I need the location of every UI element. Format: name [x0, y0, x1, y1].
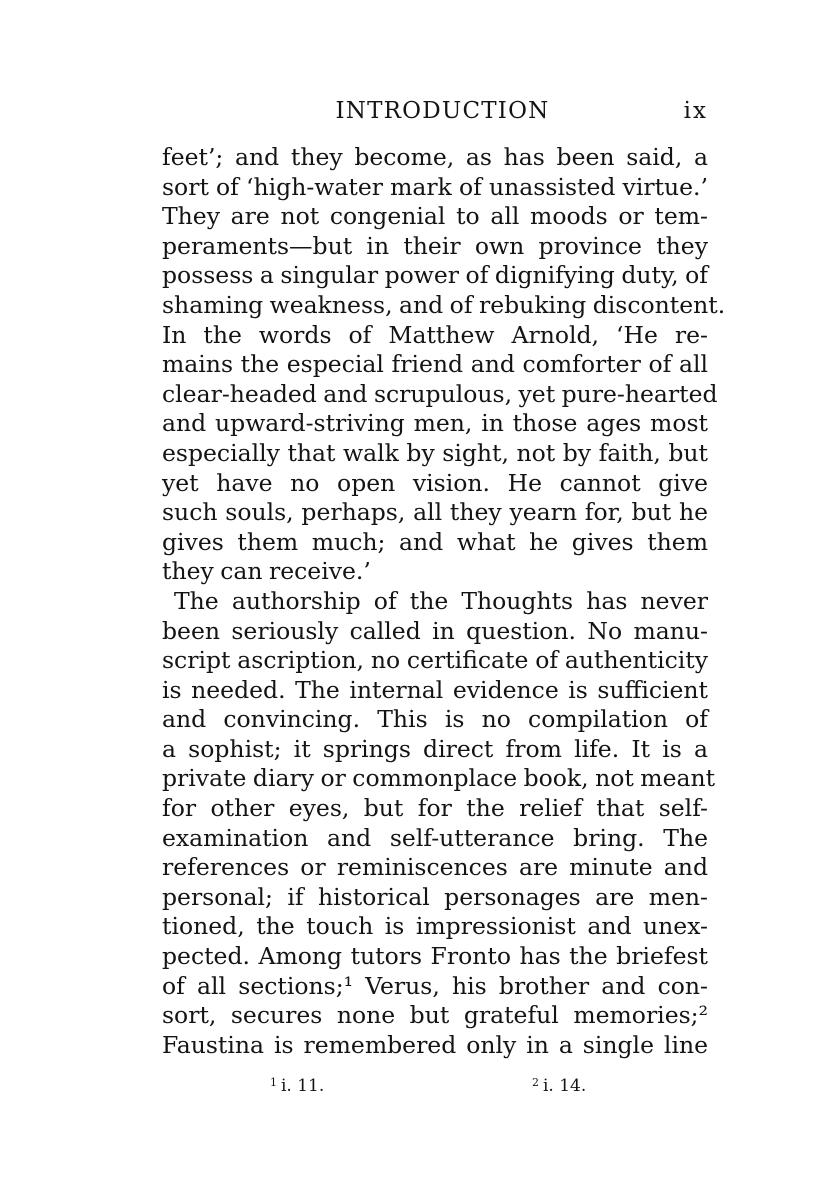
text-line: shaming weakness, and of rebuking discontent. [162, 290, 726, 319]
body-text [162, 143, 726, 1060]
text-line: mains the especial friend and comforter of all [162, 350, 708, 379]
paragraph-start-line: The authorship of the Thoughts has never [174, 586, 708, 615]
footnote-marker: 1 [270, 1076, 277, 1089]
text-line: a sophist; it springs direct from life. It is a [162, 734, 708, 763]
text-line: yet have no open vision. He cannot give [162, 468, 708, 497]
text-line: pected. Among tutors Fronto has the briefest [162, 942, 708, 971]
text-line: In the words of Matthew Arnold, ‘He re- [162, 320, 708, 349]
footnote-2 [532, 1069, 586, 1100]
text-line: they can receive.’ [162, 557, 371, 586]
footnote-text: i. 11. [281, 1076, 325, 1096]
text-line: script ascription, no certificate of authenticity [162, 646, 708, 675]
text-line: sort of ‘high-water mark of unassisted virtue.’ [162, 172, 708, 201]
text-line: clear-headed and scrupulous, yet pure-hearted [162, 379, 718, 408]
text-line: references or reminiscences are minute and [162, 853, 708, 882]
text-line: especially that walk by sight, not by faith, but [162, 438, 708, 467]
text-line: private diary or commonplace book, not meant [162, 764, 716, 793]
text-line: possess a singular power of dignifying duty, of [162, 261, 708, 290]
running-head [163, 94, 708, 128]
page-number: ix [683, 98, 708, 124]
text-line: feet’; and they become, as has been said, a [162, 143, 708, 171]
footnote-text: i. 14. [543, 1076, 587, 1096]
text-line: been seriously called in question. No manu- [162, 616, 708, 645]
text-line: and upward-striving men, in those ages most [162, 409, 708, 438]
text-line: They are not congenial to all moods or tem- [162, 202, 708, 231]
footnote-1 [270, 1069, 324, 1100]
footnotes [270, 1069, 630, 1097]
text-line: Faustina is remembered only in a single line [162, 1030, 708, 1059]
text-line: is needed. The internal evidence is sufficient [162, 675, 708, 704]
text-line: examination and self-utterance bring. The [162, 823, 708, 852]
text-line: personal; if historical personages are men- [162, 882, 708, 911]
text-line: peraments—but in their own province they [162, 231, 708, 260]
text-line: and convincing. This is no compilation of [162, 705, 708, 734]
text-line: tioned, the touch is impressionist and unex- [162, 912, 708, 941]
running-title: INTRODUCTION [335, 98, 550, 124]
text-line: gives them much; and what he gives them [162, 527, 708, 556]
footnote-marker: 2 [532, 1076, 539, 1089]
text-line: sort, secures none but grateful memories;² [162, 1001, 708, 1030]
text-line: such souls, perhaps, all they yearn for, but he [162, 498, 708, 527]
text-line: for other eyes, but for the relief that self- [162, 794, 708, 823]
text-line: of all sections;¹ Verus, his brother and con- [162, 971, 708, 1000]
